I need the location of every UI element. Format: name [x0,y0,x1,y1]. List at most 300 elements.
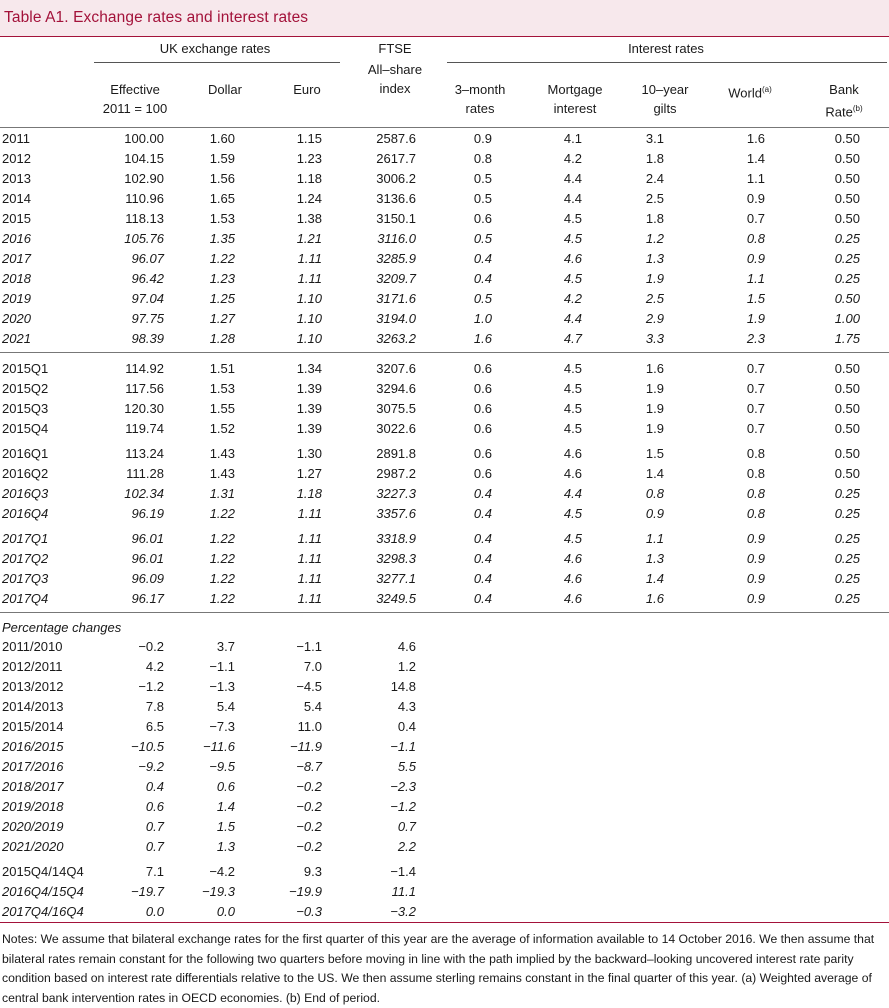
table-cell: 3136.6 [376,191,416,206]
table-cell: 0.4 [473,251,492,266]
table-cell: 0.9 [746,531,765,546]
table-cell: 0.50 [834,361,860,376]
table-cell: 0.0 [145,904,164,919]
table-cell: 4.5 [563,361,582,376]
table-cell: 2.4 [645,171,664,186]
table-cell: 4.6 [563,466,582,481]
table-cell: −0.3 [296,904,322,919]
table-cell: −1.1 [296,639,322,654]
table-cell: 1.6 [645,361,664,376]
table-cell: −0.2 [296,819,322,834]
row-label: 2016Q2 [2,466,49,481]
row-label: 2017Q1 [2,531,49,546]
row-label: 2019 [2,291,31,306]
table-cell: 105.76 [124,231,164,246]
table-cell: 1.5 [645,446,664,461]
table-cell: 111.28 [126,466,164,481]
group-header-interest: Interest rates [628,41,704,56]
table-cell: 4.4 [563,486,582,501]
table-cell: 1.53 [209,211,235,226]
title-bar [0,0,889,36]
table-cell: 2587.6 [376,131,416,146]
table-cell: 1.22 [209,551,235,566]
table-cell: 4.6 [563,446,582,461]
row-label: 2015Q2 [2,381,49,396]
table-cell: 1.22 [209,506,235,521]
table-cell: 1.21 [296,231,322,246]
table-cell: 1.30 [296,446,322,461]
table-cell: 3207.6 [376,361,416,376]
interest-rule [447,62,887,63]
table-cell: 1.10 [296,311,322,326]
table-cell: 1.11 [297,591,322,606]
table-cell: 4.5 [563,271,582,286]
table-cell: 3171.6 [376,291,416,306]
table-cell: 100.00 [124,131,164,146]
table-cell: 1.18 [296,486,322,501]
table-cell: 1.9 [746,311,765,326]
row-label: 2016Q4 [2,506,49,521]
table-cell: 0.8 [746,446,765,461]
table-cell: 1.24 [296,191,322,206]
col-header-ftse-line2: index [379,81,411,96]
table-cell: 3150.1 [376,211,416,226]
col-header-effective-line2: 2011 = 100 [102,101,168,116]
col-header-ftse [355,60,435,98]
table-cell: 1.4 [746,151,765,166]
row-label: 2016/2015 [2,739,64,754]
table-cell: 4.2 [145,659,164,674]
table-cell: −10.5 [131,739,164,754]
table-cell: 119.74 [125,421,164,436]
table-cell: 117.56 [125,381,164,396]
table-cell: 0.9 [645,506,664,521]
table-cell: −19.9 [289,884,322,899]
table-cell: 4.3 [397,699,416,714]
table-cell: −9.5 [209,759,235,774]
table-cell: 1.9 [645,381,664,396]
col-header-mortgage [530,80,620,118]
table-cell: 3.7 [216,639,235,654]
row-label: 2015Q1 [2,361,49,376]
row-label: 2016Q3 [2,486,49,501]
table-cell: −1.3 [209,679,235,694]
col-header-bank-rate [800,80,888,121]
table-cell: 1.22 [209,591,235,606]
table-cell: 3.3 [645,331,664,346]
table-cell: 1.27 [209,311,235,326]
row-label: 2017Q2 [2,551,49,566]
table-cell: −7.3 [209,719,235,734]
table-cell: 0.25 [834,231,860,246]
table-cell: 96.17 [131,591,164,606]
table-cell: 0.7 [397,819,416,834]
table-cell: 0.7 [145,819,164,834]
table-cell: −1.2 [390,799,416,814]
col-header-mortgage-line2: interest [553,101,597,116]
row-label: 2021/2020 [2,839,64,854]
table-cell: 1.0 [473,311,492,326]
table-cell: 11.1 [391,884,416,899]
table-cell: 1.5 [216,819,235,834]
table-cell: 120.30 [124,401,164,416]
table-cell: 1.43 [209,466,235,481]
footnote-mark-bank: (b) [852,104,863,113]
group-header-uk-exchange: UK exchange rates [159,41,271,56]
table-cell: 0.9 [473,131,492,146]
table-cell: 6.5 [145,719,164,734]
table-cell: 3.1 [645,131,664,146]
table-cell: −1.1 [390,739,416,754]
row-label: 2014 [2,191,31,206]
table-cell: 0.0 [216,904,235,919]
table-cell: 1.22 [209,571,235,586]
table-cell: 4.6 [563,591,582,606]
table-cell: 0.25 [834,486,860,501]
table-cell: 110.96 [125,191,164,206]
row-label: 2016Q1 [2,446,49,461]
table-cell: −1.1 [209,659,235,674]
table-cell: 1.75 [834,331,860,346]
col-header-3month-line1: 3–month [454,82,506,97]
table-cell: 0.8 [746,506,765,521]
table-cell: 0.7 [746,421,765,436]
table-cell: −11.9 [290,739,322,754]
table-cell: 1.18 [296,171,322,186]
table-cell: 3022.6 [376,421,416,436]
table-cell: −0.2 [296,839,322,854]
table-cell: 0.5 [473,191,492,206]
table-cell: 1.39 [296,381,322,396]
table-cell: 0.50 [834,421,860,436]
table-cell: 96.42 [131,271,164,286]
table-cell: 1.59 [209,151,235,166]
table-cell: 3227.3 [376,486,416,501]
table-cell: 0.8 [746,231,765,246]
table-cell: 0.4 [473,506,492,521]
table-cell: 1.4 [216,799,235,814]
table-cell: −2.3 [390,779,416,794]
table-cell: 4.6 [563,571,582,586]
table-cell: 0.50 [834,466,860,481]
table-cell: 2.5 [645,291,664,306]
footnote-mark-world: (a) [761,85,772,94]
table-cell: 96.09 [131,571,164,586]
table-cell: 114.92 [125,361,164,376]
table-cell: 1.22 [209,251,235,266]
table-cell: 0.25 [834,506,860,521]
notes-rule [0,922,889,923]
table-cell: 1.6 [746,131,765,146]
table-cell: 4.4 [563,191,582,206]
table-cell: 11.0 [297,719,322,734]
table-cell: 7.0 [303,659,322,674]
table-cell: −0.2 [296,799,322,814]
table-cell: 4.2 [563,291,582,306]
table-cell: 0.25 [834,571,860,586]
table-cell: 3209.7 [376,271,416,286]
row-label: 2021 [2,331,31,346]
table-cell: 0.50 [834,171,860,186]
table-cell: 0.25 [834,251,860,266]
notes: Notes: We assume that bilateral exchange rates for the first quarter of this year are the average of information available to 14 October 2016. We then assume that bilateral rates remain constant for the following two quarters before moving in line with the path implied by the backward–looking uncovered interest rate parity condition based on interest rate differentials relative to the US. We then assume sterling remains constant in the final quarter of this year. (a) Weighted average of central bank intervention rates in OECD economies. (b) End of period. [2,932,875,1005]
table-cell: 2.9 [645,311,664,326]
table-cell: −11.6 [203,739,235,754]
table-cell: 0.25 [834,591,860,606]
table-cell: 4.7 [563,331,582,346]
table-cell: 1.22 [209,531,235,546]
table-cell: 1.65 [209,191,235,206]
row-label: 2015Q4/14Q4 [2,864,84,879]
table-cell: 0.7 [746,361,765,376]
table-cell: 1.3 [216,839,235,854]
table-cell: 0.6 [145,799,164,814]
table-cell: 0.5 [473,231,492,246]
table-cell: 0.7 [746,401,765,416]
table-cell: 1.00 [834,311,860,326]
table-cell: 4.5 [563,211,582,226]
table-cell: 4.5 [563,401,582,416]
table-cell: 0.50 [834,211,860,226]
table-cell: 2.5 [645,191,664,206]
table-cell: 5.4 [303,699,322,714]
table-cell: 0.50 [834,381,860,396]
table-cell: 2617.7 [376,151,416,166]
col-header-euro-line1: Euro [293,82,321,97]
col-header-bank-line1: Bank [829,82,859,97]
table-cell: 4.1 [563,131,582,146]
table-cell: 4.5 [563,531,582,546]
row-label: 2011/2010 [2,639,63,654]
table-cell: 0.4 [145,779,164,794]
table-cell: 1.27 [296,466,322,481]
table-cell: 1.60 [209,131,235,146]
table-cell: 1.1 [746,171,765,186]
table-cell: 0.4 [473,551,492,566]
table-cell: 118.13 [125,211,164,226]
table-cell: 0.9 [746,571,765,586]
table-cell: 0.6 [473,381,492,396]
table-cell: 0.9 [746,191,765,206]
table-cell: 4.5 [563,421,582,436]
table-cell: 1.10 [296,331,322,346]
table-cell: 3075.5 [376,401,416,416]
table-cell: −0.2 [296,779,322,794]
table-cell: 1.34 [296,361,322,376]
table-cell: 1.38 [296,211,322,226]
row-label: 2017Q4 [2,591,49,606]
table-cell: 0.50 [834,291,860,306]
table-cell: 0.6 [473,361,492,376]
table-cell: 0.5 [473,171,492,186]
table-cell: 3277.1 [376,571,416,586]
row-label: 2015Q3 [2,401,49,416]
table-cell: 4.6 [397,639,416,654]
table-cell: 1.5 [746,291,765,306]
table-cell: 3294.6 [376,381,416,396]
table-cell: 1.51 [209,361,235,376]
table-cell: 0.4 [473,571,492,586]
row-label: 2018 [2,271,31,286]
row-label: 2014/2013 [2,699,64,714]
table-cell: 97.04 [131,291,164,306]
table-cell: 2891.8 [376,446,416,461]
table-cell: 0.50 [834,401,860,416]
table-cell: 0.4 [397,719,416,734]
table-cell: −3.2 [390,904,416,919]
group-header-ftse: FTSE [378,41,412,56]
table-cell: 1.6 [473,331,492,346]
row-label: 2015 [2,211,31,226]
col-header-ftse-line1: All–share [367,62,423,77]
col-header-dollar [190,80,260,99]
table-cell: 1.9 [645,271,664,286]
col-header-euro [272,80,342,99]
row-label: 2016 [2,231,31,246]
table-cell: 4.6 [563,251,582,266]
table-cell: 0.25 [834,271,860,286]
col-header-dollar-line1: Dollar [208,82,242,97]
table-cell: 1.3 [645,551,664,566]
table-cell: 98.39 [131,331,164,346]
row-label: 2018/2017 [2,779,64,794]
table-cell: 1.31 [209,486,235,501]
table-cell: 0.8 [746,466,765,481]
table-cell: 4.5 [563,381,582,396]
table-cell: 96.01 [131,551,164,566]
table-cell: 3285.9 [376,251,416,266]
table-cell: 1.1 [746,271,765,286]
table-cell: −1.4 [390,864,416,879]
table-cell: 4.5 [563,506,582,521]
table-cell: 0.50 [834,191,860,206]
row-label: 2013/2012 [2,679,64,694]
table-cell: 1.2 [397,659,416,674]
col-header-mortgage-line1: Mortgage [547,82,603,97]
table-cell: 102.90 [124,171,164,186]
header-rule [0,127,889,128]
table-cell: 3298.3 [376,551,416,566]
table-cell: 2.3 [746,331,765,346]
col-header-effective-line1: Effective [110,82,160,97]
table-cell: −19.7 [131,884,164,899]
table-cell: 4.4 [563,311,582,326]
col-header-10year [620,80,710,118]
table-cell: 1.11 [297,251,322,266]
table-cell: 0.25 [834,531,860,546]
table-cell: −19.3 [202,884,235,899]
table-cell: 0.4 [473,531,492,546]
table-cell: −4.5 [296,679,322,694]
table-cell: 1.39 [296,401,322,416]
table-cell: 0.50 [834,446,860,461]
col-header-10year-line2: gilts [653,101,677,116]
table-cell: 1.4 [645,571,664,586]
table-cell: 3249.5 [376,591,416,606]
annual-quarterly-rule [0,352,889,353]
table-cell: 14.8 [390,679,416,694]
table-cell: −1.2 [138,679,164,694]
table-cell: 0.9 [746,251,765,266]
col-header-10year-line1: 10–year [641,82,689,97]
table-cell: 0.4 [473,271,492,286]
table-cell: 1.11 [297,571,322,586]
table-cell: 0.50 [834,131,860,146]
table-cell: 1.9 [645,401,664,416]
table-cell: 1.11 [297,506,322,521]
table-cell: 1.3 [645,251,664,266]
table-cell: 102.34 [124,486,164,501]
table-cell: 1.55 [209,401,235,416]
table-cell: 9.3 [303,864,322,879]
table-title: Table A1. Exchange rates and interest rates [4,9,309,26]
table-cell: 1.39 [296,421,322,436]
table-cell: 96.07 [131,251,164,266]
table-cell: 0.6 [473,211,492,226]
table-cell: −4.2 [209,864,235,879]
row-label: 2019/2018 [2,799,64,814]
row-label: 2020/2019 [2,819,64,834]
table-cell: 1.10 [296,291,322,306]
table-cell: 3318.9 [376,531,416,546]
table-cell: 0.8 [645,486,664,501]
table-cell: 1.56 [209,171,235,186]
table-cell: 1.9 [645,421,664,436]
table-cell: −9.2 [138,759,164,774]
row-label: 2017Q3 [2,571,49,586]
table-cell: 4.4 [563,171,582,186]
table-cell: 0.6 [473,421,492,436]
row-label: 2017Q4/16Q4 [2,904,84,919]
table-cell: 3116.0 [377,231,416,246]
row-label: 2017 [2,251,31,266]
table-cell: 4.2 [563,151,582,166]
table-cell: 1.53 [209,381,235,396]
table-cell: 0.7 [746,381,765,396]
row-label: 2012/2011 [2,659,63,674]
table-cell: 104.15 [124,151,164,166]
row-label: 2012 [2,151,31,166]
table-cell: 0.4 [473,486,492,501]
col-header-3month [440,80,520,118]
table-cell: 3006.2 [376,171,416,186]
table-cell: 3194.0 [376,311,416,326]
title-rule [0,36,889,37]
table-cell: 1.23 [209,271,235,286]
table-cell: 1.15 [296,131,322,146]
table-cell: 0.7 [746,211,765,226]
table-cell: 97.75 [131,311,164,326]
table-cell: 1.28 [209,331,235,346]
row-label: 2016Q4/15Q4 [2,884,84,899]
table-cell: 2987.2 [376,466,416,481]
table-cell: 0.6 [473,466,492,481]
table-cell: 1.6 [645,591,664,606]
table-cell: 3263.2 [376,331,416,346]
table-cell: 0.50 [834,151,860,166]
table-cell: 1.11 [297,551,322,566]
table-cell: 0.8 [746,486,765,501]
table-cell: 0.4 [473,591,492,606]
col-header-effective [90,80,180,118]
row-label: 2020 [2,311,31,326]
table-cell: 0.5 [473,291,492,306]
table-cell: 113.24 [125,446,164,461]
table-cell: 0.25 [834,551,860,566]
table-cell: 1.8 [645,211,664,226]
table-cell: 0.6 [473,401,492,416]
table-cell: 1.23 [296,151,322,166]
